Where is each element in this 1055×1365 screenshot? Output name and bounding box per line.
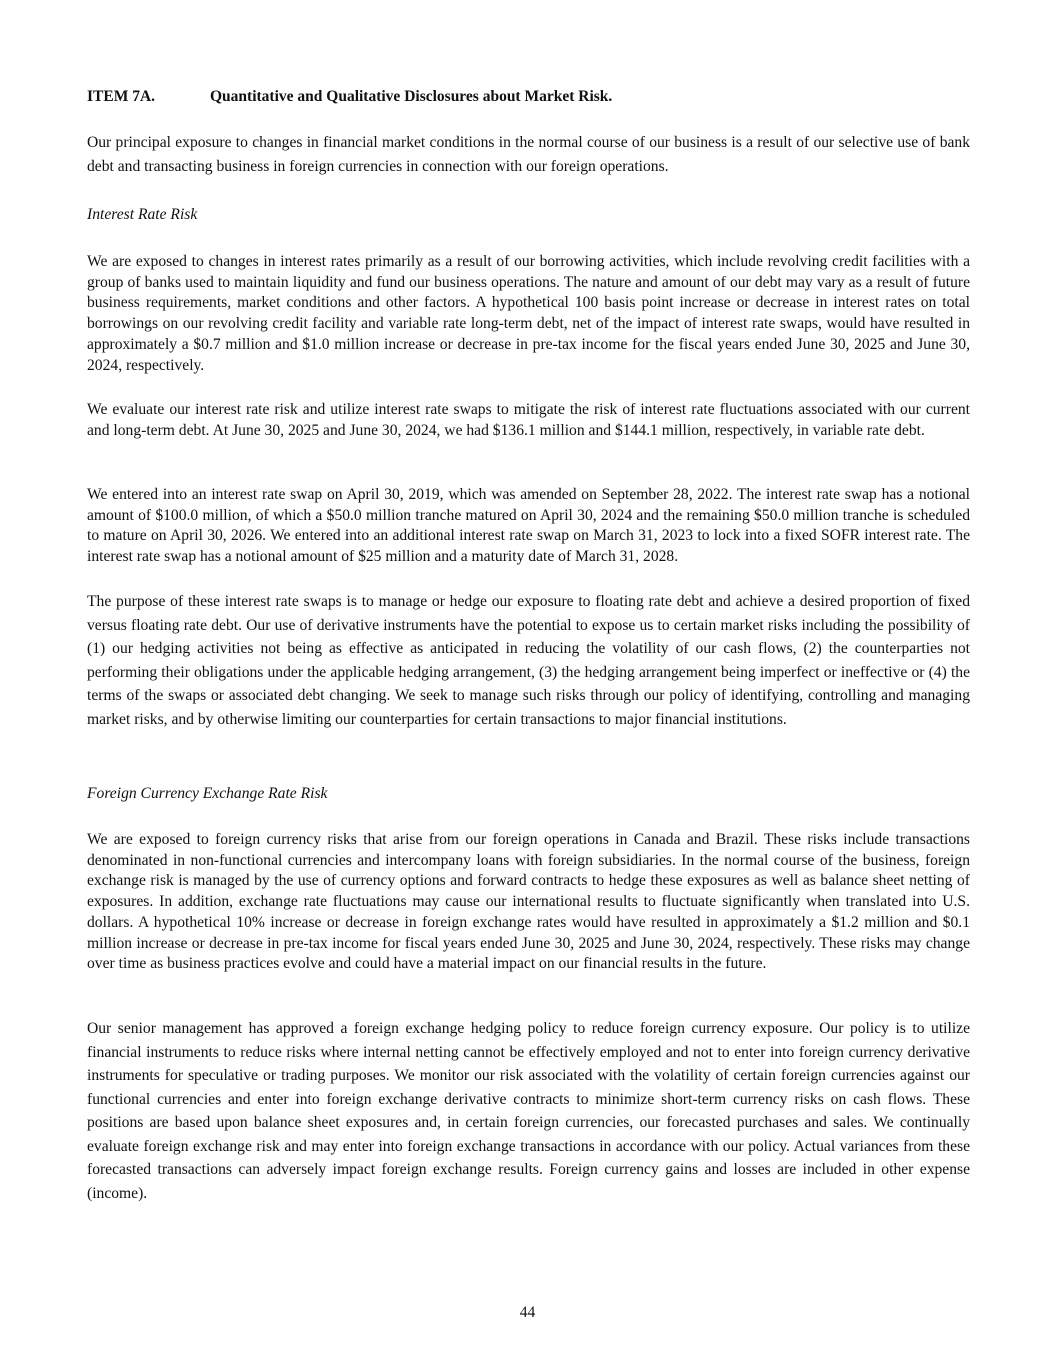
interest-rate-paragraph-3: We entered into an interest rate swap on April 30, 2019, which was amended on September 28, 2022. The interest rate swap has a notional amount of $100.0 million, of which a $50.0 million tranche matured on April 30, 2024 and the remaining $50.0 million tranche is scheduled to mature on April 30, 2026. We entered into an additional interest rate swap on March 31, 2023 to lock into a fixed SOFR interest rate. The interest rate swap has a notional amount of $25 million and a maturity date of March 31, 2028. xyxy=(87,486,970,566)
page-number: 44 xyxy=(519,1304,536,1321)
subheading-interest-rate-risk: Interest Rate Risk xyxy=(87,206,198,223)
intro-paragraph: Our principal exposure to changes in financial market conditions in the normal course of our business is a result of our selective use of bank debt and transacting business in foreign currencies in connection with our foreign operations. xyxy=(87,134,970,175)
foreign-currency-paragraph-1: We are exposed to foreign currency risks that arise from our foreign operations in Canada and Brazil. These risks include transactions denominated in non-functional currencies and intercompany loans with foreign subsidiaries. In the normal course of the business, foreign exchange risk is managed by the use of currency options and forward contracts to hedge these exposures as well as balance sheet netting of exposures. In addition, exchange rate fluctuations may cause our international results to fluctuate significantly when translated into U.S. dollars. A hypothetical 10% increase or decrease in foreign exchange rates would have resulted in approximately a $1.2 million and $0.1 million increase or decrease in pre-tax income for fiscal years ended June 30, 2025 and June 30, 2024, respectively. These risks may change over time as business practices evolve and could have a material impact on our financial results in the future. xyxy=(87,831,970,973)
interest-rate-paragraph-1: We are exposed to changes in interest rates primarily as a result of our borrowing activities, which include revolving credit facilities with a group of banks used to maintain liquidity and fund our business operations. The nature and amount of our debt may vary as a result of future business requirements, market conditions and other factors. A hypothetical 100 basis point increase or decrease in interest rates on total borrowings on our revolving credit facility and variable rate long-term debt, net of the impact of interest rate swaps, would have resulted in approximately a $0.7 million and $1.0 million increase or decrease in pre-tax income for the fiscal years ended June 30, 2025 and June 30, 2024, respectively. xyxy=(87,253,970,374)
subheading-foreign-currency-risk: Foreign Currency Exchange Rate Risk xyxy=(87,785,328,802)
section-heading xyxy=(87,88,612,106)
item-number: ITEM 7A. xyxy=(87,88,156,105)
interest-rate-paragraph-2: We evaluate our interest rate risk and utilize interest rate swaps to mitigate the risk of interest rate fluctuations associated with our current and long-term debt. At June 30, 2025 and June 30, 2024, we had $136.1 million and $144.1 million, respectively, in variable rate debt. xyxy=(87,401,970,439)
interest-rate-paragraph-4: The purpose of these interest rate swaps is to manage or hedge our exposure to floating rate debt and achieve a desired proportion of fixed versus floating rate debt. Our use of derivative instruments have the potential to expose us to certain market risks including the possibility of (1) our hedging activities not being as effective as anticipated in reducing the volatility of our cash flows, (2) the counterparties not performing their obligations under the applicable hedging arrangement, (3) the hedging arrangement being imperfect or ineffective or (4) the terms of the swaps or associated debt changing. We seek to manage such risks through our policy of identifying, controlling and managing market risks, and by otherwise limiting our counterparties for certain transactions to major financial institutions. xyxy=(87,593,970,728)
foreign-currency-paragraph-2: Our senior management has approved a foreign exchange hedging policy to reduce foreign currency exposure. Our policy is to utilize financial instruments to reduce risks where internal netting cannot be effectively employed and not to enter into foreign currency derivative instruments for speculative or trading purposes. We monitor our risk associated with the volatility of certain foreign currencies against our functional currencies and enter into foreign exchange derivative contracts to minimize short-term currency risks on cash flows. These positions are based upon balance sheet exposures and, in certain foreign currencies, our forecasted purchases and sales. We continually evaluate foreign exchange risk and may enter into foreign exchange transactions in accordance with our policy. Actual variances from these forecasted transactions can adversely impact foreign exchange results. Foreign currency gains and losses are included in other expense (income). xyxy=(87,1020,970,1202)
section-title: Quantitative and Qualitative Disclosures about Market Risk. xyxy=(210,88,613,105)
